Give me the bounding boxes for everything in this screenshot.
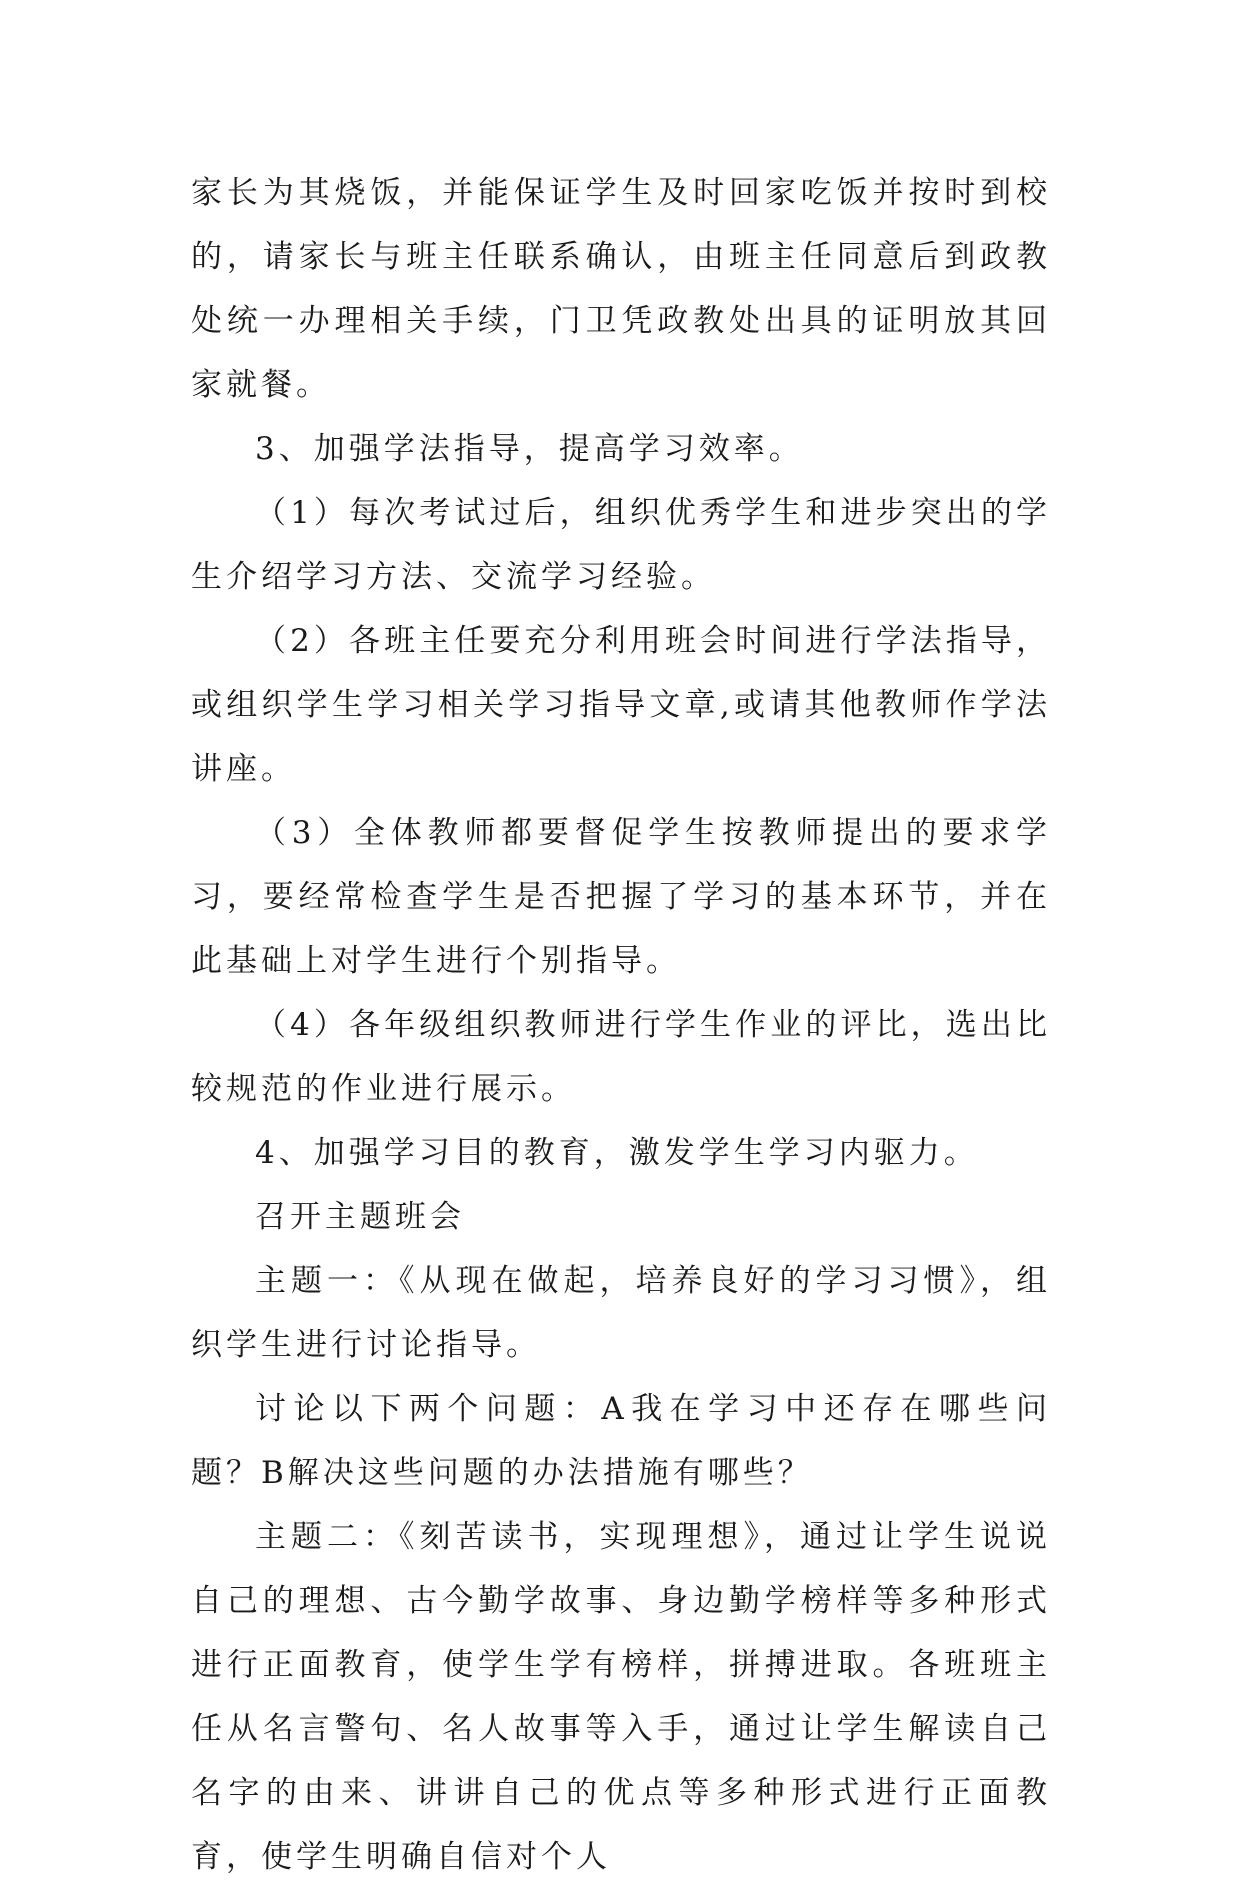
list-item-3: （3）全体教师都要督促学生按教师提出的要求学习，要经常检查学生是否把握了学习的基本环节，并在此基础上对学生进行个别指导。	[191, 815, 1051, 979]
section-heading-4: 4、加强学习目的教育，激发学生学习内驱力。	[255, 1135, 979, 1171]
list-item-4: （4）各年级组织教师进行学生作业的评比，选出比较规范的作业进行展示。	[191, 1007, 1051, 1107]
theme-two-paragraph: 主题二：《刻苦读书，实现理想》，通过让学生说说自己的理想、古今勤学故事、身边勤学榜样等多种形式进行正面教育，使学生学有榜样，拼搏进取。各班班主任从名言警句、名人故事等入手，通过让学生解读自己名字的由来、讲讲自己的优点等多种形式进行正面教育，使学生明确自信对个人	[191, 1519, 1051, 1875]
list-item-1: （1）每次考试过后，组织优秀学生和进步突出的学生介绍学习方法、交流学习经验。	[191, 495, 1051, 595]
list-item-2: （2）各班主任要充分利用班会时间进行学法指导，或组织学生学习相关学习指导文章,或请其他教师作学法讲座。	[191, 623, 1051, 787]
paragraph-continuation: 家长为其烧饭，并能保证学生及时回家吃饭并按时到校的，请家长与班主任联系确认，由班主任同意后到政教处统一办理相关手续，门卫凭政教处出具的证明放其回家就餐。	[191, 175, 1051, 403]
subheading-class-meeting: 召开主题班会	[255, 1199, 465, 1235]
discussion-paragraph: 讨论以下两个问题：A我在学习中还存在哪些问题？B解决这些问题的办法措施有哪些？	[191, 1391, 1051, 1491]
section-heading-3: 3、加强学法指导，提高学习效率。	[255, 431, 804, 467]
document-body	[191, 161, 1051, 1889]
theme-one-paragraph: 主题一：《从现在做起，培养良好的学习习惯》，组织学生进行讨论指导。	[191, 1263, 1051, 1363]
